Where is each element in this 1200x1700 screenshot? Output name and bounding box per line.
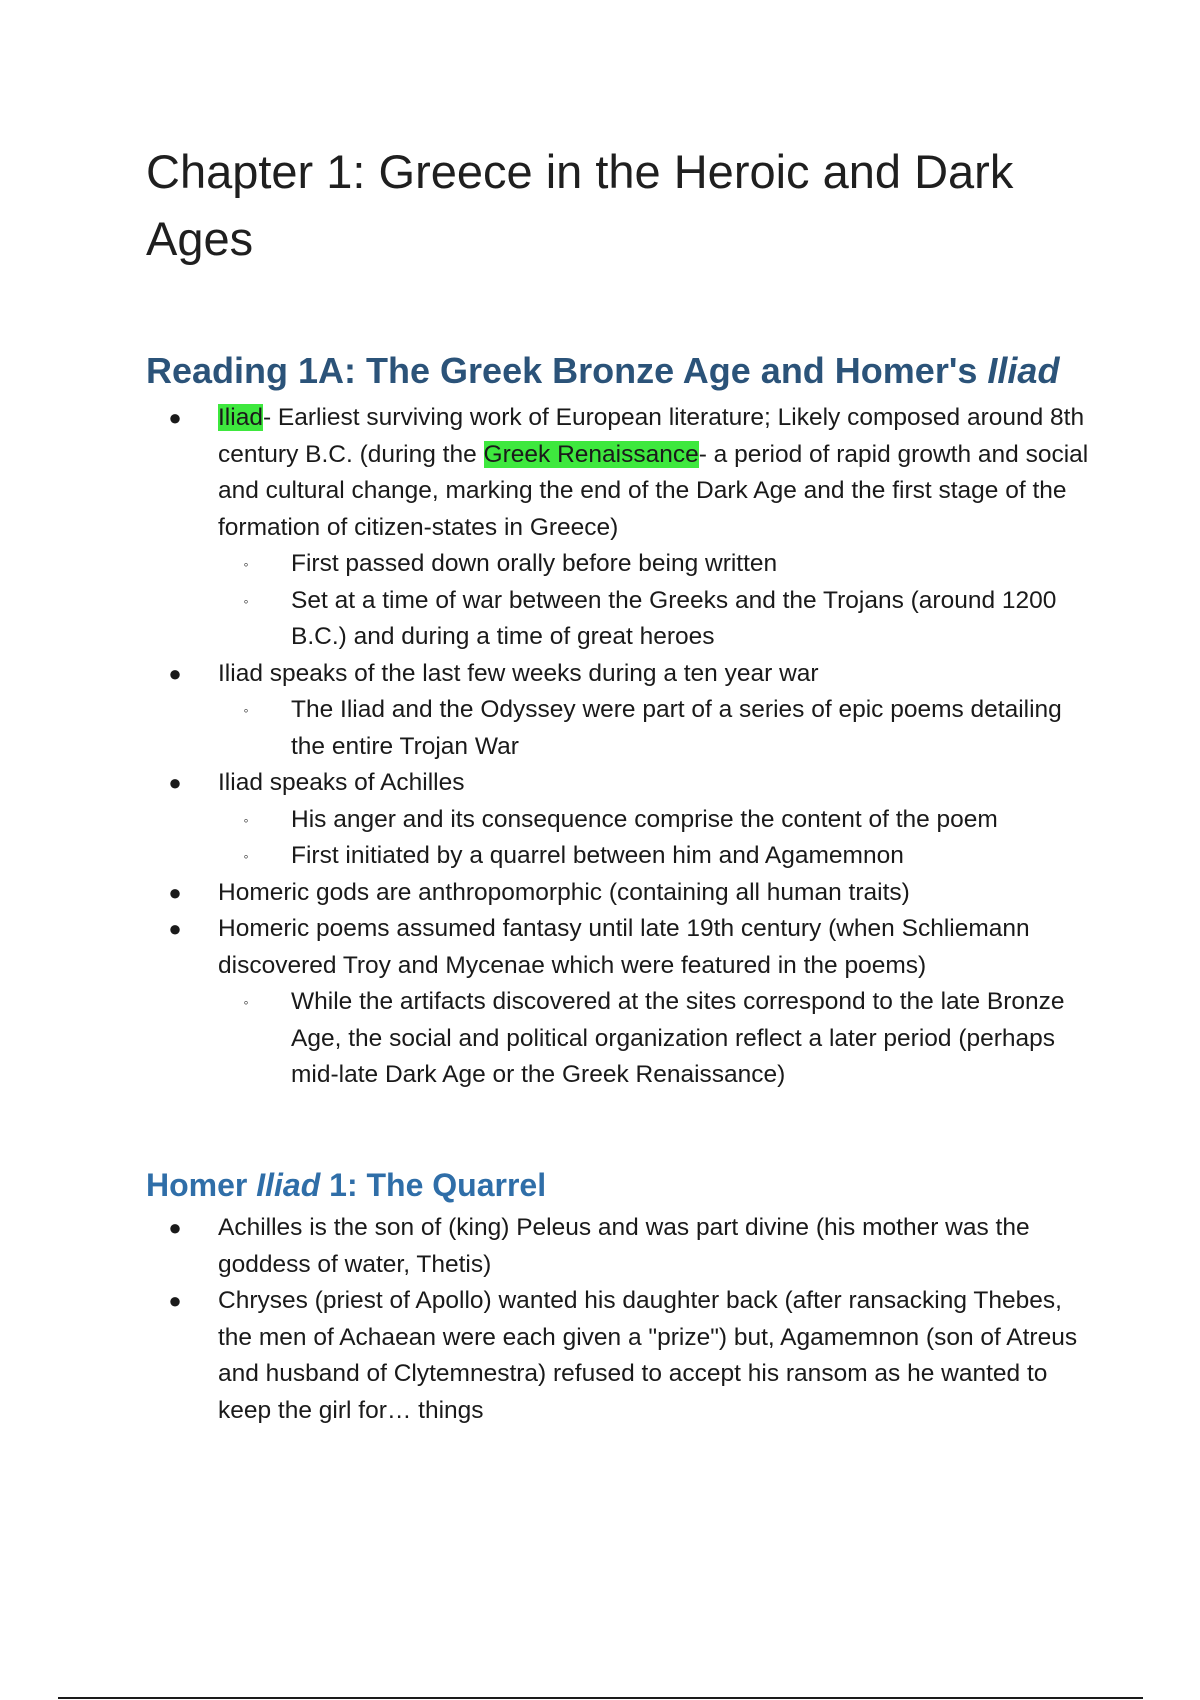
- list-item-text: While the artifacts discovered at the sites correspond to the late Bronze Age, the social and political organization reflect a later period (perhaps mid-late Dark Age or the Greek Renaissance): [291, 988, 1065, 1088]
- heading-text: Reading 1A: The Greek Bronze Age and Homer's: [146, 350, 988, 391]
- heading-italic-text: Iliad: [987, 350, 1060, 391]
- list-item-text: Iliad speaks of the last few weeks during a ten year war: [218, 659, 819, 687]
- section-heading-reading-1a: [146, 348, 1059, 394]
- hollow-bullet-icon: ◦: [243, 702, 249, 718]
- list-item-text: First passed down orally before being written: [291, 550, 778, 577]
- sub-list-item: [0, 692, 1101, 765]
- bullet-icon: ●: [168, 1288, 182, 1313]
- sub-list-item: [0, 802, 1101, 839]
- bullet-icon: ●: [168, 1215, 182, 1240]
- list-item-text: Homeric poems assumed fantasy until late 19th century (when Schliemann discovered Troy and Mycenae which were featured in the poems): [218, 915, 1030, 979]
- sub-list-item: [0, 583, 1101, 656]
- heading-text: 1: The Quarrel: [320, 1167, 547, 1203]
- text-run: - a period of rapid growth and social and cultural change, marking the end of the Dark Age and the first stage of the formation of citizen-states in Greece): [218, 440, 1089, 541]
- highlighted-term: Greek Renaissance: [483, 440, 699, 468]
- hollow-bullet-icon: ◦: [243, 994, 249, 1010]
- list-item-text: His anger and its consequence comprise the content of the poem: [291, 805, 998, 833]
- list-item: [0, 656, 1098, 693]
- bullet-icon: ●: [168, 660, 182, 686]
- text-run: - Earliest surviving work of European literature; Likely composed around 8th century B.C. (during the: [218, 404, 1085, 468]
- list-item-text: First initiated by a quarrel between him and Agamemnon: [291, 842, 904, 869]
- heading-text: Homer: [146, 1167, 257, 1203]
- sub-list-item: [0, 984, 1101, 1094]
- list-item-text: Set at a time of war between the Greeks and the Trojans (around 1200 B.C.) and during a time of great heroes: [291, 586, 1057, 650]
- list-item: [0, 911, 1098, 984]
- heading-italic-text: Iliad: [256, 1167, 321, 1203]
- sub-list-item: [0, 546, 1101, 583]
- bullet-icon: ●: [168, 916, 182, 941]
- page-title: Chapter 1: Greece in the Heroic and Dark Ages: [146, 145, 1014, 265]
- list-item: [0, 1283, 1098, 1429]
- hollow-bullet-icon: ◦: [243, 556, 249, 572]
- sub-list-item: [0, 838, 1101, 875]
- list-item: [0, 1210, 1098, 1283]
- list-item-text: [218, 400, 1098, 546]
- hollow-bullet-icon: ◦: [243, 811, 249, 828]
- bullet-icon: ●: [168, 405, 182, 430]
- hollow-bullet-icon: ◦: [243, 848, 249, 864]
- list-item-text: Chryses (priest of Apollo) wanted his daughter back (after ransacking Thebes, the men of Achaean were each given a "prize") but, Agamemnon (son of Atreus and husband of Clytemnestra) refused to accept his ransom as he wanted to keep the girl for… things: [218, 1287, 1078, 1424]
- bullet-icon: ●: [168, 879, 182, 905]
- list-item: [0, 875, 1098, 912]
- list-item-text: Homeric gods are anthropomorphic (containing all human traits): [218, 878, 910, 906]
- list-item-text: Achilles is the son of (king) Peleus and was part divine (his mother was the goddess of water, Thetis): [218, 1214, 1030, 1278]
- page-bottom-rule: [58, 1697, 1143, 1699]
- bullet-list-the-quarrel: [0, 1210, 1200, 1429]
- list-item: [0, 765, 1098, 802]
- list-item-text: Iliad speaks of Achilles: [218, 769, 465, 796]
- bullet-icon: ●: [168, 770, 182, 795]
- list-item-text: The Iliad and the Odyssey were part of a series of epic poems detailing the entire Trojan War: [291, 696, 1062, 760]
- section-heading-homer-iliad-1: [146, 1164, 546, 1206]
- bullet-list-reading-1a: [0, 400, 1200, 1094]
- highlighted-term: Iliad: [218, 404, 263, 431]
- list-item: [0, 400, 1098, 546]
- hollow-bullet-icon: ◦: [243, 592, 249, 609]
